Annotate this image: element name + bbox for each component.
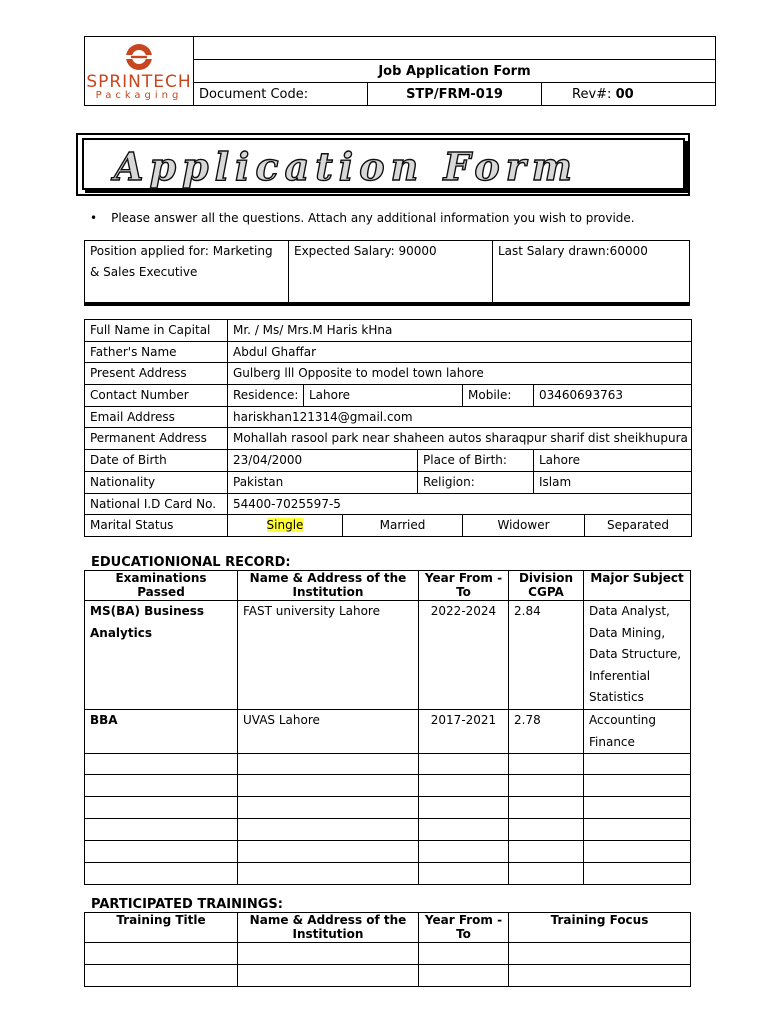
training-empty-row[interactable] — [85, 965, 691, 987]
document-header — [84, 36, 716, 106]
bullet-icon: • — [90, 211, 98, 225]
position-salary-table — [84, 240, 690, 306]
revision-cell — [542, 83, 716, 106]
training-header-title: Training Title — [85, 913, 238, 943]
residence-value[interactable]: Lahore — [304, 385, 463, 407]
email-value[interactable]: hariskhan121314@gmail.com — [228, 406, 692, 428]
training-header-year: Year From - To — [419, 913, 509, 943]
application-form-banner — [76, 133, 690, 196]
edu-empty-row[interactable] — [85, 819, 691, 841]
doc-code-value: STP/FRM-019 — [368, 83, 542, 106]
pob-label: Place of Birth: — [418, 450, 534, 472]
nationality-value[interactable]: Pakistan — [228, 471, 418, 493]
education-table — [84, 570, 691, 885]
cnic-value[interactable]: 54400-7025597-5 — [228, 493, 692, 515]
mobile-value[interactable]: 03460693763 — [534, 385, 692, 407]
full-name-label: Full Name in Capital — [85, 320, 228, 342]
sprintech-logo-icon — [119, 42, 159, 74]
religion-label: Religion: — [418, 471, 534, 493]
edu-row — [85, 601, 691, 710]
last-salary-field[interactable]: Last Salary drawn:60000 — [493, 241, 690, 305]
edu-empty-row[interactable] — [85, 841, 691, 863]
edu-subject-cell[interactable]: Data Analyst, Data Mining, Data Structure, Inferential Statistics — [584, 601, 691, 710]
logo-sub-text: Packaging — [95, 90, 183, 101]
edu-division-cell[interactable]: 2.84 — [509, 601, 584, 710]
residence-label: Residence: — [228, 385, 304, 407]
rev-value: 00 — [615, 86, 634, 102]
doc-code-label: Document Code: — [194, 83, 368, 106]
position-applied-field[interactable]: Position applied for: Marketing & Sales Executive — [85, 241, 289, 305]
edu-year-cell[interactable]: 2022-2024 — [419, 601, 509, 710]
dob-value[interactable]: 23/04/2000 — [228, 450, 418, 472]
edu-empty-row[interactable] — [85, 863, 691, 885]
training-header-institution: Name & Address of the Institution — [238, 913, 419, 943]
edu-header-institution: Name & Address of the Institution — [238, 571, 419, 601]
pob-value[interactable]: Lahore — [534, 450, 692, 472]
edu-header-division: Division CGPA — [509, 571, 584, 601]
cnic-label: National I.D Card No. — [85, 493, 228, 515]
edu-row — [85, 709, 691, 753]
education-section-title: EDUCATIONIONAL RECORD: — [91, 555, 291, 570]
instruction-text: Please answer all the questions. Attach any additional information you wish to provide. — [111, 211, 635, 225]
trainings-table — [84, 912, 691, 987]
logo-brand-text: SPRINTECH — [86, 72, 192, 92]
marital-option-separated[interactable]: Separated — [585, 515, 692, 537]
edu-subject-cell[interactable]: Accounting Finance — [584, 709, 691, 753]
header-blank-cell — [194, 37, 716, 60]
father-name-label: Father's Name — [85, 341, 228, 363]
permanent-address-label: Permanent Address — [85, 428, 228, 450]
email-label: Email Address — [85, 406, 228, 428]
edu-header-year: Year From - To — [419, 571, 509, 601]
contact-number-label: Contact Number — [85, 385, 228, 407]
edu-header-subject: Major Subject — [584, 571, 691, 601]
full-name-value[interactable]: Mr. / Ms/ Mrs.M Haris kHna — [228, 320, 692, 342]
banner-title: Application Form — [114, 144, 578, 189]
edu-exam-cell[interactable]: MS(BA) Business Analytics — [85, 601, 238, 710]
edu-empty-row[interactable] — [85, 775, 691, 797]
marital-option-single[interactable] — [228, 515, 343, 537]
company-logo — [85, 37, 194, 106]
father-name-value[interactable]: Abdul Ghaffar — [228, 341, 692, 363]
rev-label: Rev#: — [572, 86, 612, 102]
permanent-address-value[interactable]: Mohallah rasool park near shaheen autos sharaqpur sharif dist sheikhupura — [228, 428, 692, 450]
edu-header-exam: Examinations Passed — [85, 571, 238, 601]
expected-salary-field[interactable]: Expected Salary: 90000 — [289, 241, 493, 305]
edu-empty-row[interactable] — [85, 754, 691, 775]
marital-single-text: Single — [266, 518, 304, 533]
edu-division-cell[interactable]: 2.78 — [509, 709, 584, 753]
trainings-section-title: PARTICIPATED TRAININGS: — [91, 897, 283, 912]
marital-option-married[interactable]: Married — [343, 515, 463, 537]
marital-status-label: Marital Status — [85, 515, 228, 537]
training-header-focus: Training Focus — [509, 913, 691, 943]
instruction-note — [90, 211, 635, 225]
edu-year-cell[interactable]: 2017-2021 — [419, 709, 509, 753]
edu-institution-cell[interactable]: FAST university Lahore — [238, 601, 419, 710]
personal-info-table — [84, 319, 692, 537]
marital-option-widower[interactable]: Widower — [463, 515, 585, 537]
edu-exam-cell[interactable]: BBA — [85, 709, 238, 753]
present-address-value[interactable]: Gulberg lll Opposite to model town lahore — [228, 363, 692, 385]
present-address-label: Present Address — [85, 363, 228, 385]
dob-label: Date of Birth — [85, 450, 228, 472]
nationality-label: Nationality — [85, 471, 228, 493]
form-title: Job Application Form — [194, 60, 716, 83]
training-empty-row[interactable] — [85, 943, 691, 965]
religion-value[interactable]: Islam — [534, 471, 692, 493]
edu-institution-cell[interactable]: UVAS Lahore — [238, 709, 419, 753]
mobile-label: Mobile: — [463, 385, 534, 407]
edu-empty-row[interactable] — [85, 797, 691, 819]
